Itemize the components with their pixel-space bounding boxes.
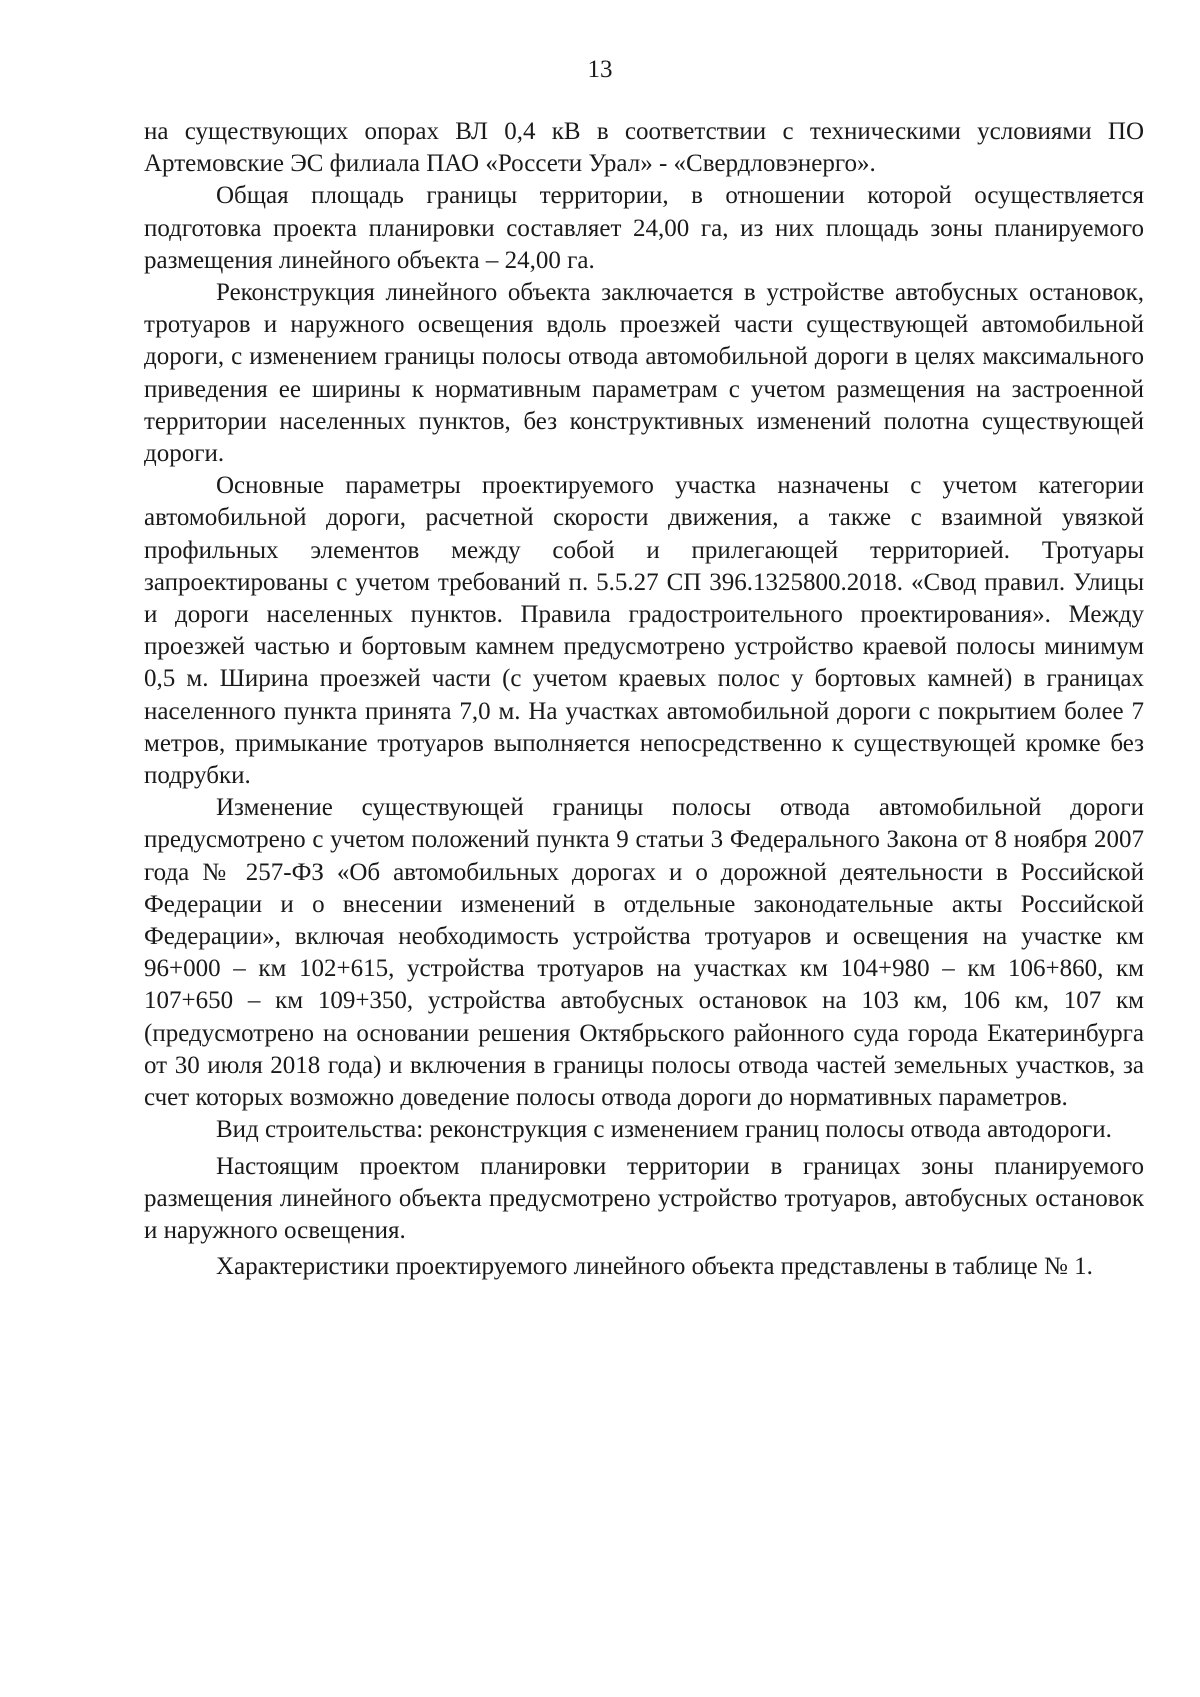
paragraph-power-line-continuation: на существующих опорах ВЛ 0,4 кВ в соответствии с техническими условиями ПО Артемовские ЭС филиала ПАО «Россети Урал» - «Свердловэнерго». bbox=[144, 118, 1144, 178]
paragraph-territory-area: Общая площадь границы территории, в отношении которой осуществляется подготовка проекта планировки составляет 24,00 га, из них площадь зоны планируемого размещения линейного объекта – 24,00 га. bbox=[144, 182, 1144, 274]
paragraph-table-reference: Характеристики проектируемого линейного объекта представлены в таблице № 1. bbox=[216, 1253, 1093, 1281]
paragraph-project-provisions: Настоящим проектом планировки территории в границах зоны планируемого размещения линейного объекта предусмотрено устройство тротуаров, автобусных остановок и наружного освещения. bbox=[144, 1152, 1144, 1244]
paragraph-reconstruction-scope: Реконструкция линейного объекта заключается в устройстве автобусных остановок, тротуаров и наружного освещения вдоль проезжей части существующей автомобильной дороги, с изменением границы полосы отвода автомобильной дороги в целях максимального приведения ее ширины к нормативным параметрам с учетом размещения на застроенной территории населенных пунктов, без конструктивных изменений полотна существующей дороги. bbox=[144, 279, 1144, 468]
page-number: 13 bbox=[587, 56, 613, 83]
paragraph-construction-type: Вид строительства: реконструкция с изменением границ полосы отвода автодороги. bbox=[216, 1116, 1112, 1144]
body-text bbox=[144, 116, 1144, 1283]
paragraph-right-of-way-change: Изменение существующей границы полосы отвода автомобильной дороги предусмотрено с учетом положений пункта 9 статьи 3 Федерального Закона от 8 ноября 2007 года № 257-ФЗ «Об автомобильных дорогах и о дорожной деятельности в Российской Федерации и о внесении изменений в отдельные законодательные акты Российской Федерации», включая необходимость устройства тротуаров и освещения на участке км 96+000 – км 102+615, устройства тротуаров на участках км 104+980 – км 106+860, км 107+650 – км 109+350, устройства автобусных остановок на 103 км, 106 км, 107 км (предусмотрено на основании решения Октябрьского районного суда города Екатеринбурга от 30 июля 2018 года) и включения в границы полосы отвода частей земельных участков, за счет которых возможно доведение полосы отвода дороги до нормативных параметров. bbox=[144, 794, 1144, 1112]
paragraph-design-parameters: Основные параметры проектируемого участка назначены с учетом категории автомобильной дороги, расчетной скорости движения, а также с взаимной увязкой профильных элементов между собой и прилегающей территорией. Тротуары запроектированы с учетом требований п. 5.5.27 СП 396.1325800.2018. «Свод правил. Улицы и дороги населенных пунктов. Правила градостроительного проектирования». Между проезжей частью и бортовым камнем предусмотрено устройство краевой полосы минимум 0,5 м. Ширина проезжей части (с учетом краевых полос у бортовых камней) в границах населенного пункта принята 7,0 м. На участках автомобильной дороги с покрытием более 7 метров, примыкание тротуаров выполняется непосредственно к существующей кромке без подрубки. bbox=[144, 472, 1144, 790]
